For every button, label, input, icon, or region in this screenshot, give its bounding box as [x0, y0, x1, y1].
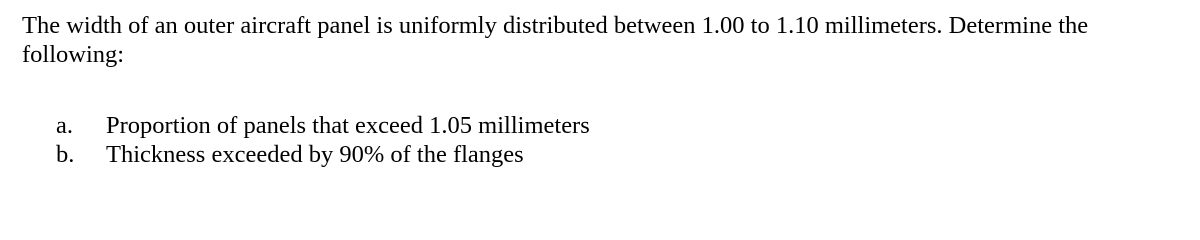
- question-text-a: Proportion of panels that exceed 1.05 millimeters: [106, 112, 590, 139]
- question-marker-b: b.: [56, 140, 75, 168]
- problem-statement: [22, 12, 1194, 168]
- question-item-b: [22, 141, 590, 170]
- question-item-a: [22, 112, 590, 141]
- question-text-b: Thickness exceeded by 90% of the flanges: [106, 140, 524, 168]
- question-marker-a: a.: [56, 112, 73, 139]
- problem-intro: The width of an outer aircraft panel is uniformly distributed between 1.00 to 1.10 millimeters. Determine the following:: [22, 12, 1089, 68]
- question-list: [22, 112, 590, 169]
